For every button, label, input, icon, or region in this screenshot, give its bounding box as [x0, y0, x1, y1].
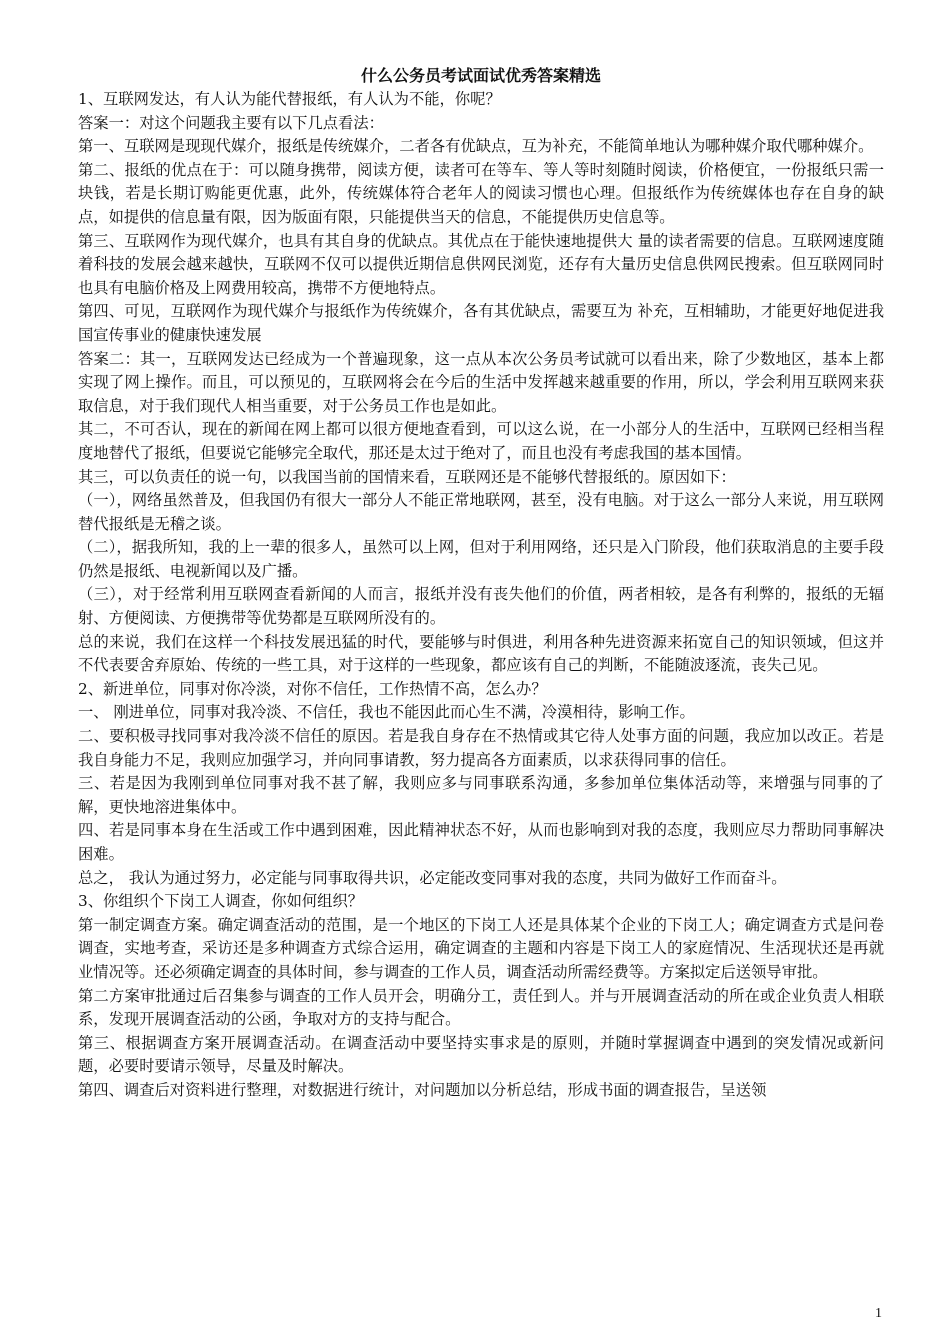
paragraph: （二），据我所知，我的上一辈的很多人，虽然可以上网，但对于利用网络，还只是入门阶段，他们获取消息的主要手段仍然是报纸、电视新闻以及广播。 [78, 538, 884, 580]
paragraph: 答案一：对这个问题我主要有以下几点看法： [78, 113, 384, 132]
paragraph: 第三、根据调查方案开展调查活动。在调查活动中要坚持实事求是的原则，并随时掌握调查中遇到的突发情况或新问题，必要时要请示领导，尽量及时解决。 [78, 1033, 884, 1076]
paragraph: 答案二：其一，互联网发达已经成为一个普遍现象，这一点从本次公务员考试就可以看出来，除了少数地区，基本上都实现了网上操作。而且，可以预见的，互联网将会在今后的生活中发挥越来越重要的作用，所以，学会利用互联网来获取信息，对于我们现代人相当重要，对于公务员工作也是如此。 [78, 349, 884, 415]
paragraph: 1、互联网发达，有人认为能代替报纸，有人认为不能，你呢？ [78, 90, 501, 108]
paragraph: 第四、可见，互联网作为现代媒介与报纸作为传统媒介，各有其优缺点，需要互为 补充，互相辅助，才能更好地促进我国宣传事业的健康快速发展 [78, 302, 884, 344]
document-page [78, 64, 884, 1103]
paragraph: 二、要积极寻找同事对我冷淡不信任的原因。若是我自身存在不热情或其它待人处事方面的问题，我应加以改正。若是我自身能力不足，我则应加强学习，并向同事请教，努力提高各方面素质，以求获得同事的信任。 [78, 727, 884, 769]
paragraph: 其三，可以负责任的说一句，以我国当前的国情来看，互联网还是不能够代替报纸的。原因如下： [78, 467, 736, 486]
paragraph: 四、若是同事本身在生活或工作中遇到困难，因此精神状态不好，从而也影响到对我的态度，我则应尽力帮助同事解决困难。 [78, 821, 884, 863]
paragraph: 一、 刚进单位，同事对我冷淡、不信任，我也不能因此而心生不满，冷漠相待，影响工作。 [78, 703, 695, 722]
paragraph: 三、若是因为我刚到单位同事对我不甚了解，我则应多与同事联系沟通，多参加单位集体活动等，来增强与同事的了解，更快地溶进集体中。 [78, 774, 884, 816]
paragraph: 第一制定调查方案。确定调查活动的范围，是一个地区的下岗工人还是具体某个企业的下岗工人；确定调查方式是问卷调查，实地考查，采访还是多种调查方式综合运用，确定调查的主题和内容是下岗工人的家庭情况、生活现状还是再就业情况等。还必须确定调查的具体时间，参与调查的工作人员，调查活动所需经费等。方案拟定后送领导审批。 [78, 915, 884, 981]
paragraph: 2、新进单位，同事对你冷淡，对你不信任，工作热情不高，怎么办？ [78, 679, 547, 698]
paragraph: 第二、报纸的优点在于：可以随身携带，阅读方便，读者可在等车、等人等时刻随时阅读，价格便宜，一份报纸只需一块钱，若是长期订购能更优惠，此外，传统媒体符合老年人的阅读习惯也心理。但报纸作为传统媒体也存在自身的缺点，如提供的信息量有限，因为版面有限，只能提供当天的信息，不能提供历史信息等。 [78, 160, 884, 226]
paragraph: 总之， 我认为通过努力，必定能与同事取得共识，必定能改变同事对我的态度，共同为做好工作而奋斗。 [78, 868, 787, 887]
paragraph: 3、你组织个下岗工人调查，你如何组织？ [78, 892, 364, 911]
paragraph: 总的来说，我们在这样一个科技发展迅猛的时代，要能够与时俱进，利用各种先进资源来拓宽自己的知识领域，但这并不代表要舍弃原始、传统的一些工具，对于这样的一些现象，都应该有自己的判断，不能随波逐流，丧失己见。 [78, 632, 884, 675]
paragraph: （一），网络虽然普及，但我国仍有很大一部分人不能正常地联网，甚至，没有电脑。对于这么一部分人来说，用互联网替代报纸是无稽之谈。 [78, 491, 884, 533]
paragraph: 第三、互联网作为现代媒介，也具有其自身的优缺点。其优点在于能快速地提供大 量的读者需要的信息。互联网速度随着科技的发展会越来越快，互联网不仅可以提供近期信息供网民浏览，还存有大量历史信息供网民搜索。但互联网同时也具有电脑价格及上网费用较高，携带不方便地特点。 [78, 231, 884, 297]
page-number: 1 [875, 1306, 882, 1321]
paragraph: 第二方案审批通过后召集参与调查的工作人员开会，明确分工，责任到人。并与开展调查活动的所在或企业负责人相联系，发现开展调查活动的公函，争取对方的支持与配合。 [78, 986, 884, 1029]
document-body [78, 88, 884, 1103]
paragraph: 其二，不可否认，现在的新闻在网上都可以很方便地查看到，可以这么说，在一小部分人的生活中，互联网已经相当程度地替代了报纸，但要说它能够完全取代，那还是太过于绝对了，而且也没有考虑我国的基本国情。 [78, 420, 884, 462]
paragraph: （三），对于经常利用互联网查看新闻的人而言，报纸并没有丧失他们的价值，两者相较，是各有利弊的，报纸的无辐射、方便阅读、方便携带等优势都是互联网所没有的。 [78, 585, 884, 628]
document-title: 什么公务员考试面试优秀答案精选 [360, 66, 601, 85]
paragraph: 第一、互联网是现现代媒介，报纸是传统媒介，二者各有优缺点，互为补充，不能简单地认为哪种媒介取代哪种媒介。 [78, 137, 874, 156]
paragraph: 第四、调查后对资料进行整理，对数据进行统计，对问题加以分析总结，形成书面的调查报告，呈送领 [78, 1080, 767, 1099]
